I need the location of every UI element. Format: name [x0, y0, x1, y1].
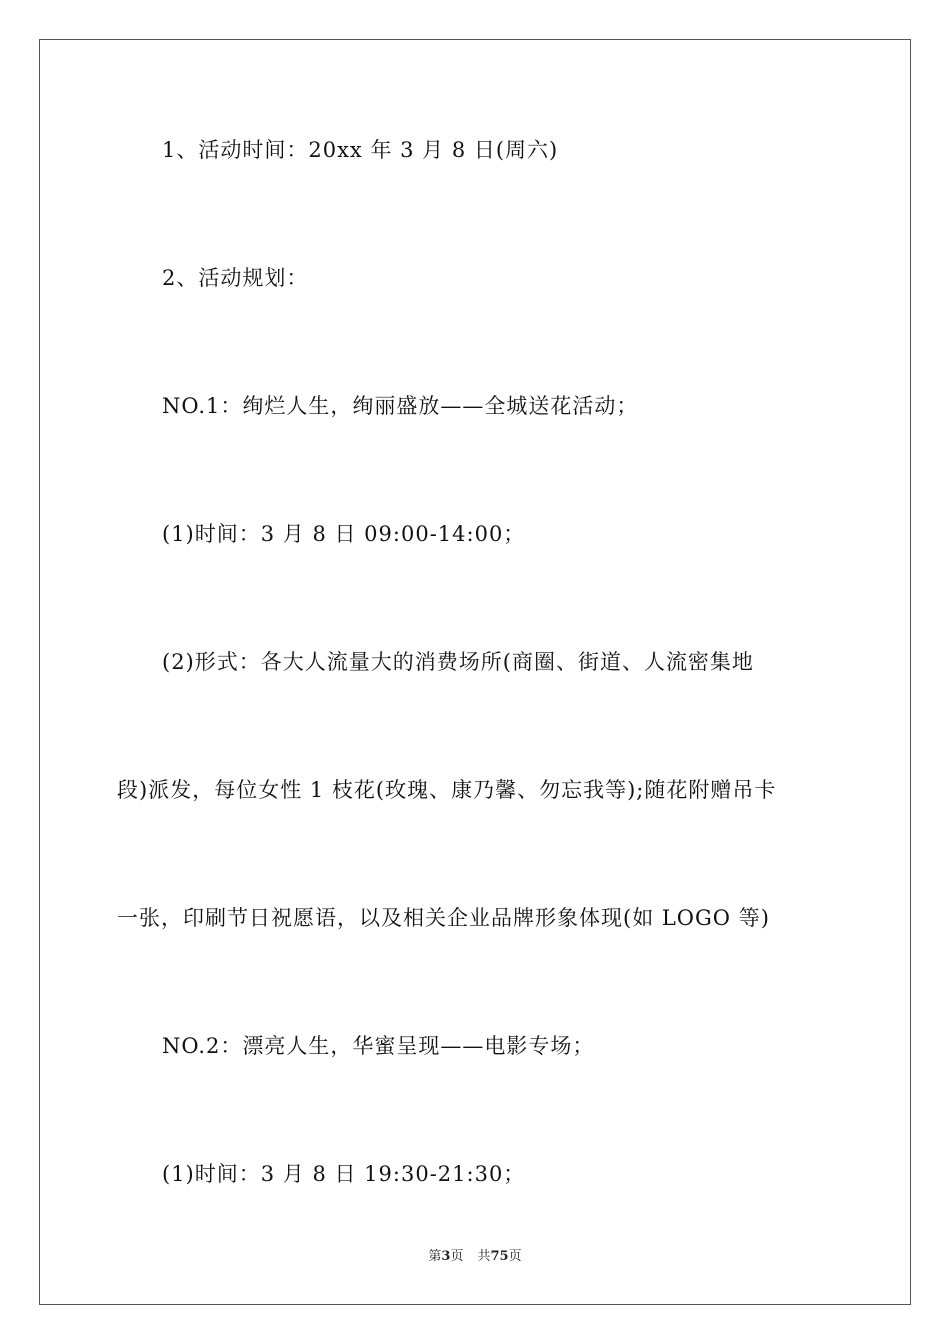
paragraph-no1-time: (1)时间：3 月 8 日 09:00-14:00；: [162, 522, 526, 546]
paragraph-no1-form-cont1: 段)派发，每位女性 1 枝花(玫瑰、康乃馨、勿忘我等);随花附赠吊卡: [117, 778, 777, 802]
paragraph-no2-time: (1)时间：3 月 8 日 19:30-21:30；: [162, 1162, 526, 1186]
paragraph-no1-form-cont2: 一张，印刷节日祝愿语，以及相关企业品牌形象体现(如 LOGO 等): [117, 906, 770, 930]
page-footer: [0, 1248, 950, 1266]
heading-no1: NO.1：绚烂人生，绚丽盛放——全城送花活动；: [162, 394, 639, 418]
paragraph-activity-time: 1、活动时间：20xx 年 3 月 8 日(周六): [162, 138, 559, 162]
footer-page-number: 3: [441, 1249, 451, 1264]
footer-total-prefix: 共: [477, 1249, 491, 1264]
paragraph-no1-form: (2)形式：各大人流量大的消费场所(商圈、街道、人流密集地: [162, 650, 754, 674]
footer-page-prefix: 第: [428, 1249, 442, 1264]
heading-no2: NO.2：漂亮人生，华蜜呈现——电影专场；: [162, 1034, 595, 1058]
footer-total-pages: 75: [490, 1249, 509, 1264]
footer-total-suffix: 页: [508, 1249, 522, 1264]
footer-page-suffix: 页: [450, 1249, 464, 1264]
paragraph-activity-plan: 2、活动规划：: [162, 266, 309, 290]
